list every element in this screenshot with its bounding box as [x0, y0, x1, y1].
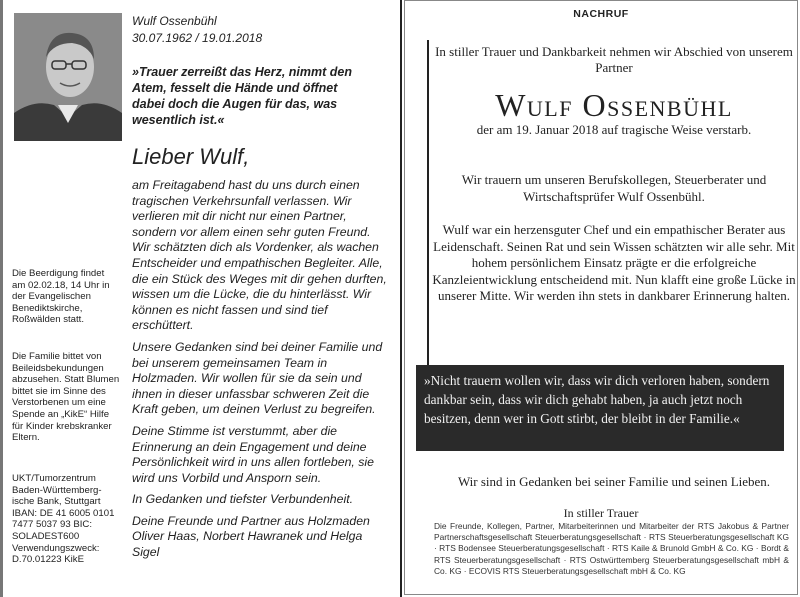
- funeral-info: [12, 268, 120, 326]
- obituary-name: Wulf Ossenbühl: [495, 87, 733, 123]
- letter-paragraph: am Freitagabend hast du uns durch einen tragischen Verkehrsunfall verlassen. Wir verlieren mit dir nicht nur einen Partner, sondern vor allem einen sehr guten Freund. Wir schätzten dich als Vordenker, als wachen Entscheider und empathischen Begleiter. Alle, die ein Stück des Weges mit dir gehen durften, wissen um die Lücke, die du hinterlässt. Wir können es nicht fassen und sind tief erschüttert.: [132, 178, 387, 333]
- death-line: der am 19. Januar 2018 auf tragische Weise verstarb.: [476, 122, 752, 137]
- obituary-header: NACHRUF: [573, 8, 629, 20]
- opening-quote: »Trauer zerreißt das Herz, nimmt den Atem, fesselt die Hände und öffnet dabei doch die Augen für das, was wesentlich ist.«: [132, 65, 352, 127]
- letter-paragraph: Unsere Gedanken sind bei deiner Familie und bei unserem gemeinsamen Team in Holzmaden. Wir wollen für sie da sein und ihnen in dieser unfassbar schweren Zeit die Kraft geben, um deinen Verlust zu begreifen.: [132, 339, 383, 417]
- intro-text: In stiller Trauer und Dankbarkeit nehmen wir Abschied von unserem Partner: [435, 44, 793, 75]
- page-divider: [400, 0, 402, 597]
- mourning-paragraph: Wir trauern um unseren Berufskollegen, Steuerberater und Wirtschaftsprüfer Wulf Ossenbühl.: [461, 172, 767, 204]
- family-request: [12, 351, 120, 444]
- portrait-photo: [14, 13, 122, 141]
- vertical-rule: [427, 40, 429, 370]
- tribute-paragraph: Wulf war ein herzensguter Chef und ein empathischer Berater aus Leidenschaft. Seinen Rat und sein Wissen schätzten wir alle sehr. Mit hohem persönlichem Einsatz prägte er die erfolgreiche Kanzleientwicklung entscheidend mit. Nun klafft eine große Lücke in unserer Mitte. Wir werden ihn stets in dankbarer Erinnerung halten.: [432, 222, 796, 304]
- bank-details: [12, 473, 120, 566]
- bank-text: UKT/Tumorzentrum Baden-Württemberg-ische Bank, Stuttgart IBAN: DE 41 6005 0101 7477 5037 93 BIC: SOLADEST600 Verwendungszweck: D.70.01223 KikE: [12, 473, 115, 566]
- letter-paragraph: In Gedanken und tiefster Verbundenheit.: [132, 492, 354, 507]
- letter-paragraph: Deine Stimme ist verstummt, aber die Erinnerung an dein Engagement und deine Persönlichkeit wird in uns allen fortleben, sie wird uns Vorbild und Ansporn sein.: [132, 423, 374, 485]
- quote-box-text: »Nicht trauern wollen wir, dass wir dich verloren haben, sondern dankbar sein, dass wir dich gehabt haben, ja auch jetzt noch besitzen, denn wer in Gott stirbt, der bleibt in der Familie.«: [424, 373, 770, 426]
- deceased-name: Wulf Ossenbühl: [132, 14, 217, 28]
- stiller-trauer: In stiller Trauer: [563, 506, 639, 520]
- greeting: Lieber Wulf,: [132, 144, 250, 169]
- life-dates: 30.07.1962 / 19.01.2018: [132, 31, 263, 45]
- letter-signature: Deine Freunde und Partner aus Holzmaden Oliver Haas, Norbert Hawranek und Helga Sigel: [132, 513, 370, 560]
- family-text: Die Familie bittet von Beileidsbekundungen abzusehen. Statt Blumen bittet sie im Sinne des Verstorbenen um eine Spende an „KikE“ Hilfe für Kinder krebskranker Eltern.: [12, 351, 120, 444]
- funeral-text: Die Beerdigung findet am 02.02.18, 14 Uhr in der Evangelischen Benediktskirche, Roßwälden statt.: [12, 268, 110, 326]
- letter-body: [132, 178, 387, 567]
- closing-line: Wir sind in Gedanken bei seiner Familie und seinen Lieben.: [457, 474, 771, 489]
- left-border: [0, 0, 3, 597]
- signatories: Die Freunde, Kollegen, Partner, Mitarbeiterinnen und Mitarbeiter der RTS Jakobus & Partner Partnerschaftsgesellschaft Steuerberatungsgesellschaft · RTS Steuerberatungsgesellschaft KG · RTS Bodensee Steuerberatungsgesellschaft · RTS Kaile & Brunold GmbH & Co. KG · Bordt & RTS Steuerberatungsgesellschaft · RTS Ostwürttemberg Steuerberatungsgesellschaft mbH & Co. KG · ECOVIS RTS Steuerberatungsgesellschaft mbH & Co. KG: [434, 521, 789, 576]
